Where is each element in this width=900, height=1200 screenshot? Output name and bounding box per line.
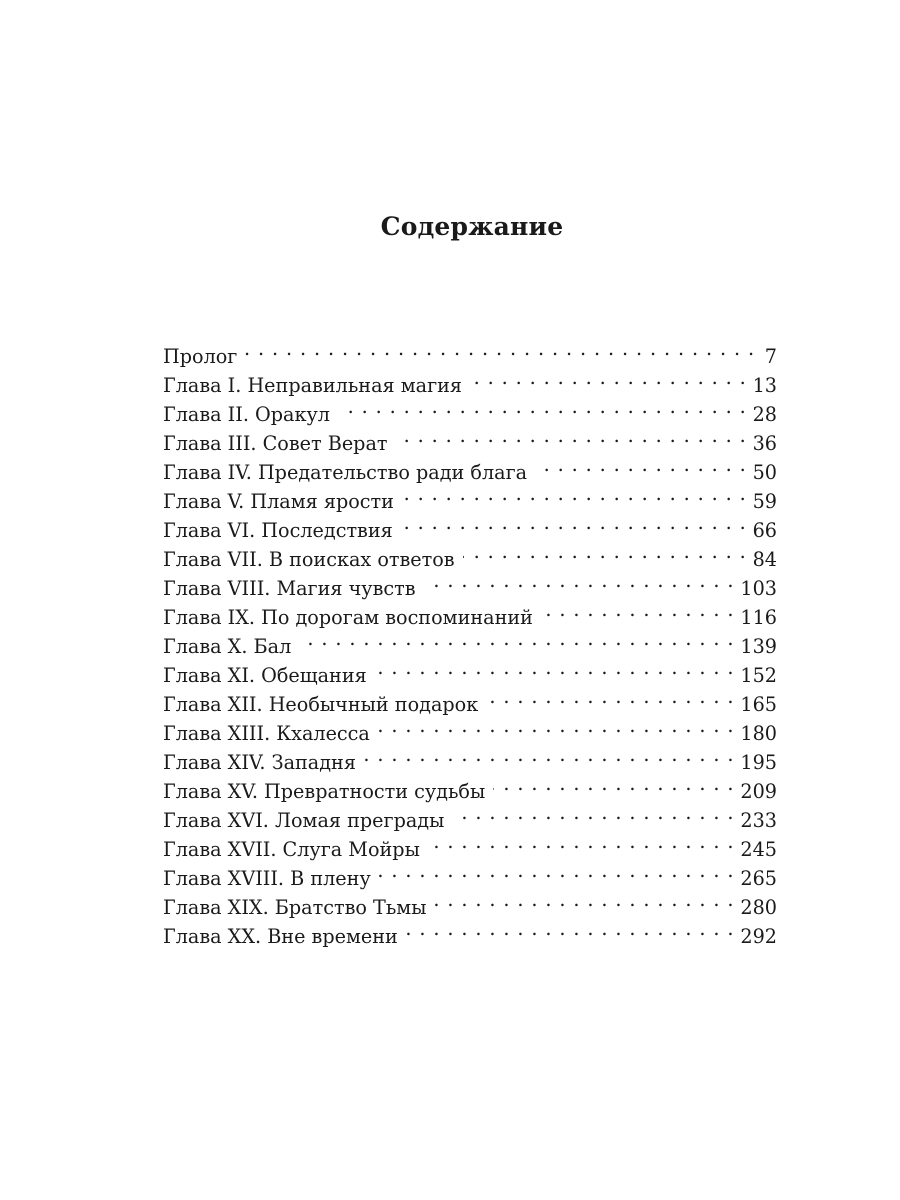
dot-leader <box>541 595 734 624</box>
dot-leader <box>486 682 734 711</box>
toc-entry-page-number: 36 <box>752 432 777 455</box>
toc-entry-page-number: 28 <box>752 403 777 426</box>
dot-leader <box>463 537 747 566</box>
toc-entry-page-number: 13 <box>752 374 777 397</box>
toc-entry-title: Глава II. Оракул <box>163 403 330 426</box>
toc-entry-title: Глава V. Пламя ярости <box>163 490 394 513</box>
dot-leader <box>434 885 734 914</box>
dot-leader <box>379 856 735 885</box>
toc-entry-page-number: 116 <box>740 606 777 629</box>
toc-entry-page-number: 165 <box>740 693 777 716</box>
toc-entry-page-number: 139 <box>740 635 777 658</box>
toc-entry-title: Глава X. Бал <box>163 635 292 658</box>
toc-entry-page-number: 59 <box>752 490 777 513</box>
table-of-contents <box>163 334 777 948</box>
toc-entry <box>163 363 777 397</box>
toc-entry-title: Глава IV. Предательство ради блага <box>163 461 528 484</box>
toc-entry-title: Глава XVI. Ломая преграды <box>163 809 445 832</box>
dot-leader <box>452 798 734 827</box>
dot-leader <box>375 653 735 682</box>
toc-entry-page-number: 292 <box>740 925 777 948</box>
toc-entry-title: Глава XIV. Западня <box>163 751 356 774</box>
toc-entry-page-number: 7 <box>764 345 777 368</box>
dot-leader <box>424 566 735 595</box>
toc-entry-title: Глава XVIII. В плену <box>163 867 371 890</box>
toc-entry-page-number: 195 <box>740 751 777 774</box>
toc-entry-title: Глава XX. Вне времени <box>163 925 398 948</box>
dot-leader <box>364 740 734 769</box>
toc-entry-title: Глава I. Неправильная магия <box>163 374 463 397</box>
toc-entry-page-number: 103 <box>740 577 777 600</box>
dot-leader <box>338 392 747 421</box>
toc-entry-page-number: 180 <box>740 722 777 745</box>
toc-entry-title: Глава IX. По дорогам воспоминаний <box>163 606 533 629</box>
toc-entry-title: Глава XII. Необычный подарок <box>163 693 479 716</box>
page-title: Содержание <box>380 212 564 241</box>
dot-leader <box>401 508 747 537</box>
dot-leader <box>428 827 735 856</box>
toc-entry-title: Глава XVII. Слуга Мойры <box>163 838 420 861</box>
toc-entry-title: Глава XIII. Кхалесса <box>163 722 370 745</box>
toc-entry-title: Глава VI. Последствия <box>163 519 393 542</box>
toc-entry-page-number: 280 <box>740 896 777 919</box>
dot-leader <box>535 450 746 479</box>
toc-entry <box>163 334 777 368</box>
dot-leader <box>378 711 735 740</box>
toc-entry-page-number: 84 <box>752 548 777 571</box>
dot-leader <box>493 769 734 798</box>
toc-entry-title: Глава III. Совет Верат <box>163 432 388 455</box>
dot-leader <box>402 479 747 508</box>
dot-leader <box>299 624 734 653</box>
toc-entry-title: Пролог <box>163 345 238 368</box>
dot-leader <box>470 363 747 392</box>
toc-entry-page-number: 50 <box>752 461 777 484</box>
toc-entry-title: Глава VIII. Магия чувств <box>163 577 416 600</box>
toc-entry-page-number: 233 <box>740 809 777 832</box>
toc-entry-title: Глава VII. В поисках ответов <box>163 548 455 571</box>
toc-entry-title: Глава XV. Превратности судьбы <box>163 780 486 803</box>
toc-entry-page-number: 66 <box>752 519 777 542</box>
dot-leader <box>406 914 735 943</box>
toc-entry-title: Глава XIX. Братство Тьмы <box>163 896 427 919</box>
toc-entry-page-number: 265 <box>740 867 777 890</box>
toc-entry-title: Глава XI. Обещания <box>163 664 367 687</box>
toc-entry-page-number: 245 <box>740 838 777 861</box>
dot-leader <box>396 421 747 450</box>
toc-entry-page-number: 209 <box>740 780 777 803</box>
dot-leader <box>245 334 755 363</box>
toc-entry-page-number: 152 <box>740 664 777 687</box>
